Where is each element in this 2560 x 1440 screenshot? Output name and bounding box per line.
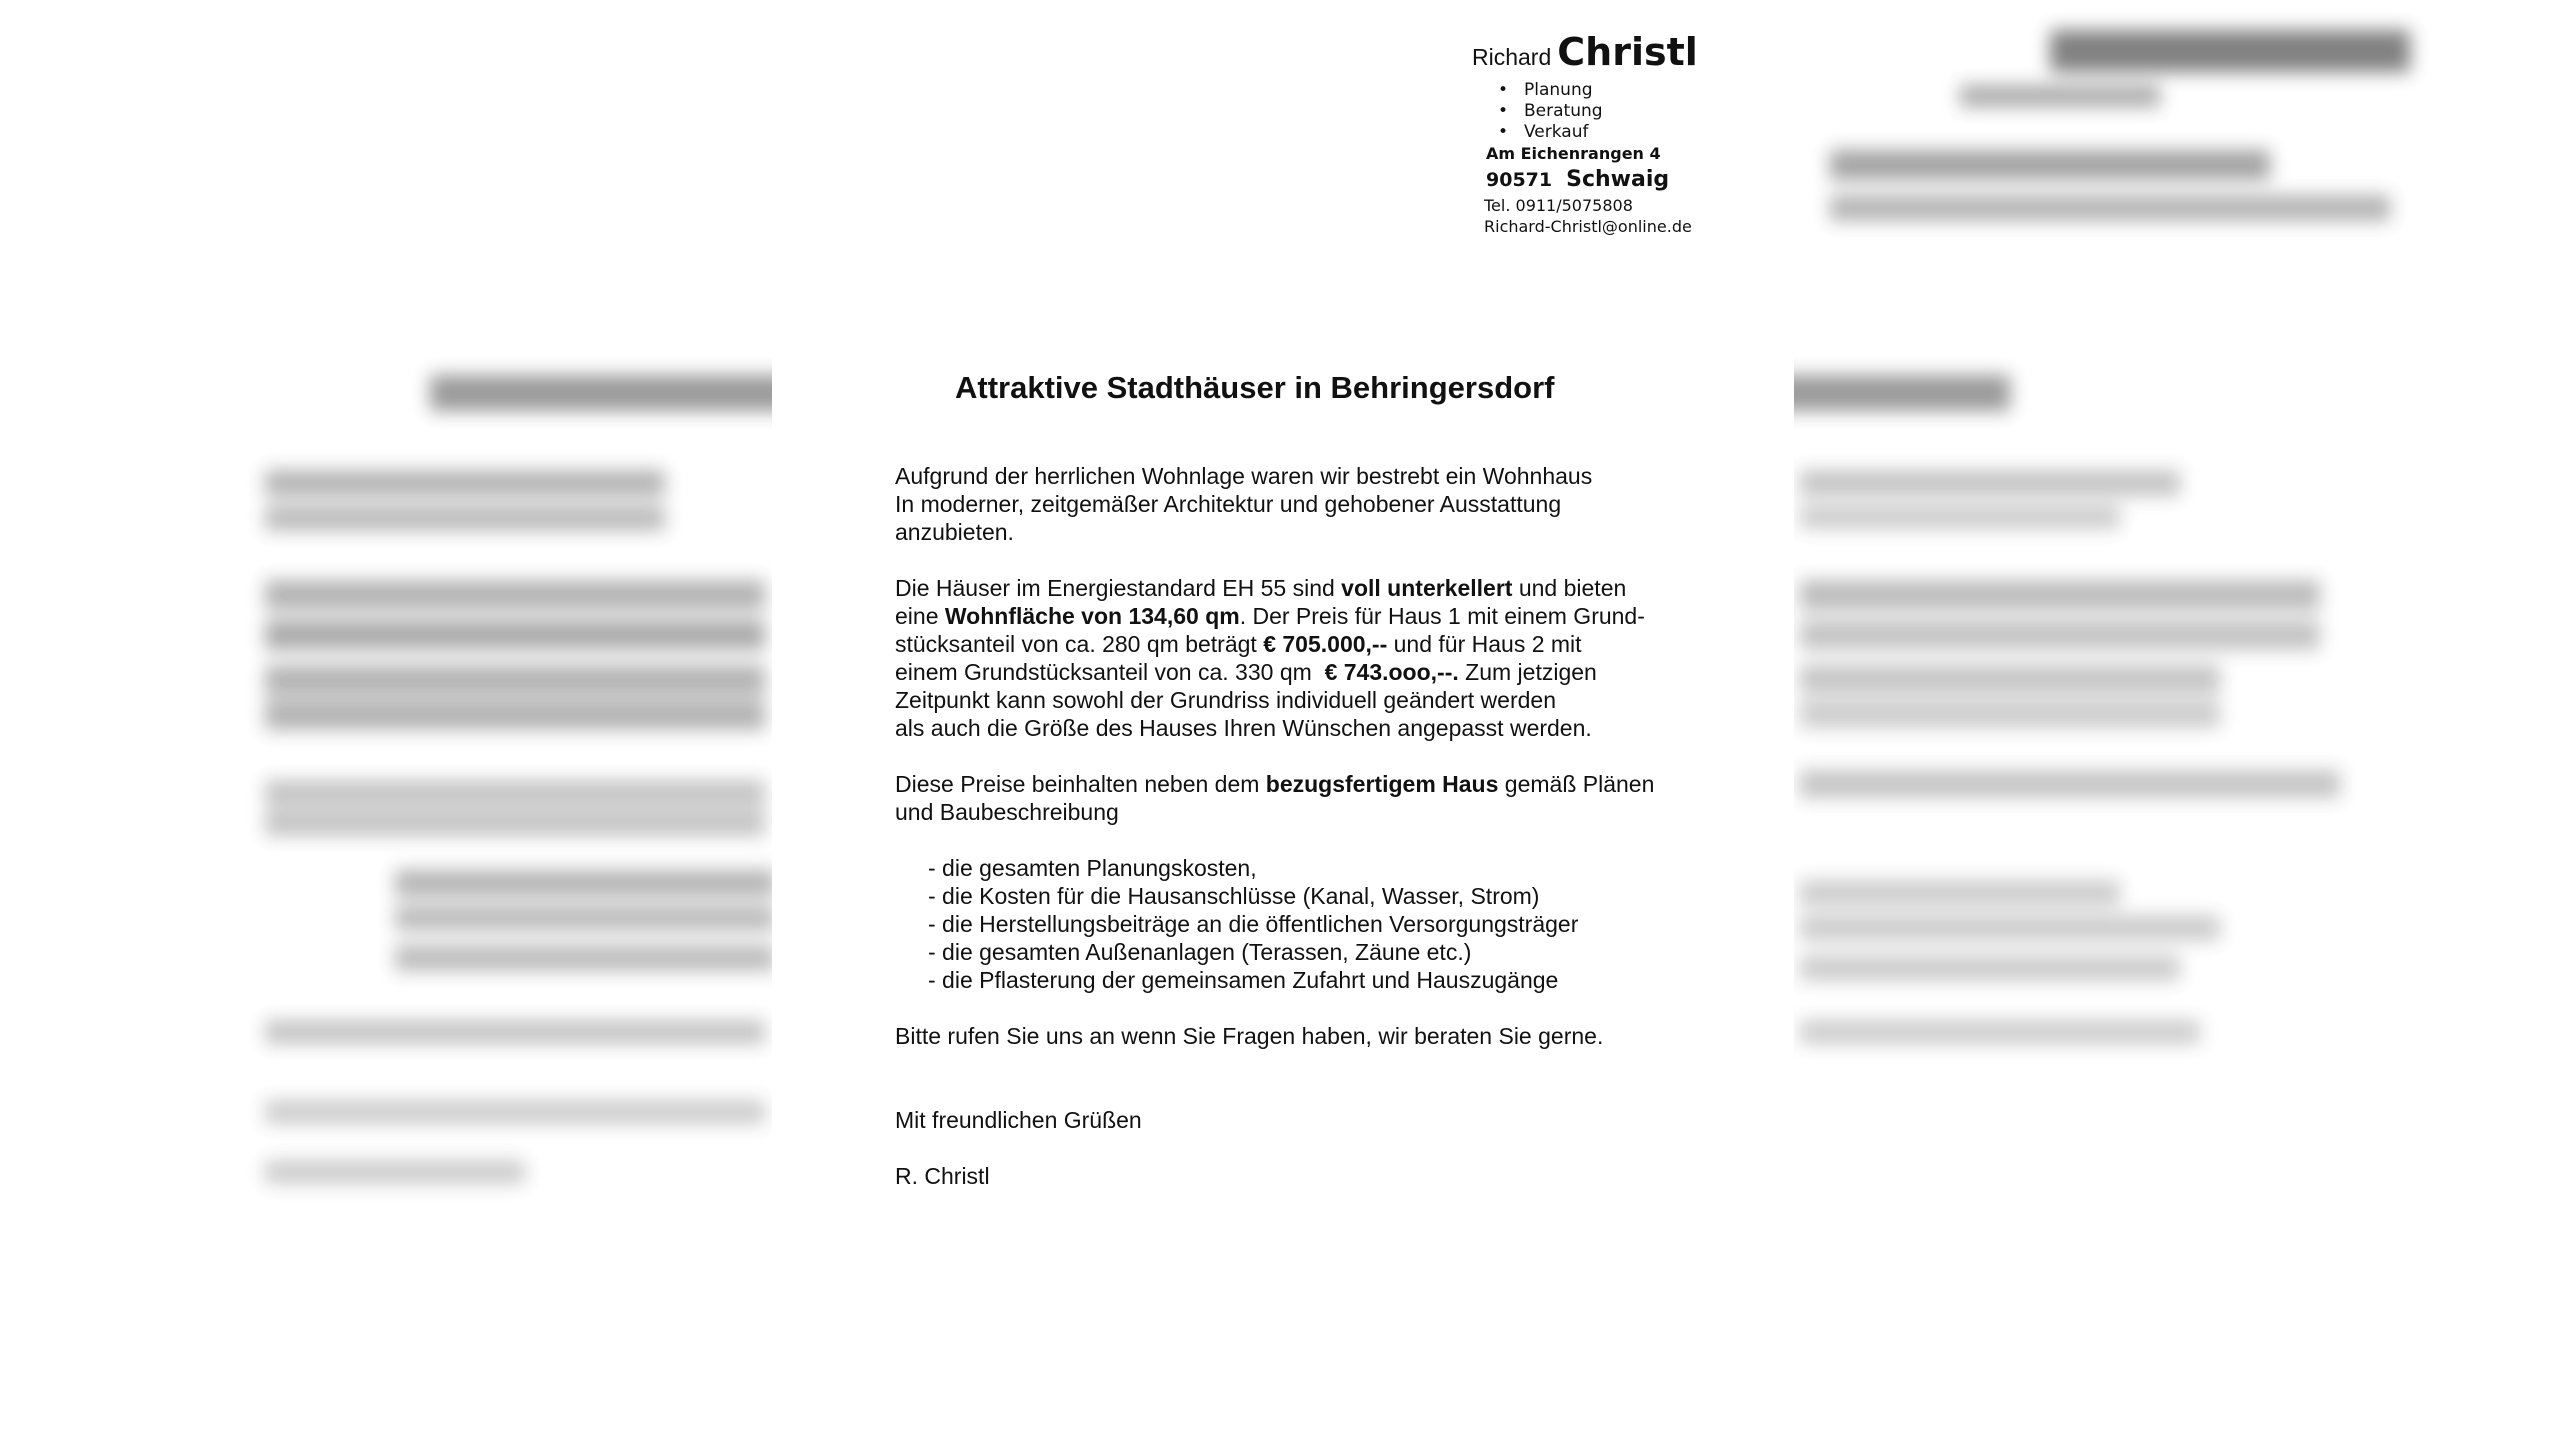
list-item: - die Herstellungsbeiträge an die öffentlichen Versorgungsträger [928, 911, 1579, 937]
inclusions-list [895, 854, 1795, 994]
text-line: anzubieten. [895, 519, 1014, 545]
text-line: als auch die Größe des Hauses Ihren Wünschen angepasst werden. [895, 715, 1592, 741]
services-list [1472, 80, 1772, 143]
emphasis-turnkey: bezugsfertigem Haus [1265, 771, 1499, 797]
street-address: Am Eichenrangen 4 [1486, 144, 1661, 163]
text-line: Zum jetzigen [1458, 659, 1597, 685]
service-item: • Planung [1498, 80, 1772, 101]
text-line: Aufgrund der herrlichen Wohnlage waren wir bestrebt ein Wohnhaus [895, 463, 1593, 489]
text-line: und Baubeschreibung [895, 799, 1119, 825]
city-name: Schwaig [1566, 167, 1670, 192]
text-line: stücksanteil von ca. 280 qm beträgt [895, 631, 1264, 657]
list-item: - die gesamten Außenanlagen (Terassen, Zäune etc.) [928, 939, 1472, 965]
text-line: In moderner, zeitgemäßer Architektur und gehobener Ausstattung [895, 491, 1562, 517]
email-address: Richard-Christl@online.de [1484, 217, 1692, 236]
phone-number: Tel. 0911/5075808 [1484, 196, 1633, 215]
text-line: gemäß Plänen [1498, 771, 1655, 797]
list-item: - die Kosten für die Hausanschlüsse (Kanal, Wasser, Strom) [928, 883, 1540, 909]
list-item: - die Pflasterung der gemeinsamen Zufahrt und Hauszugänge [928, 967, 1559, 993]
city-line [1472, 165, 1772, 195]
greeting: Mit freundlichen Grüßen [895, 1107, 1142, 1133]
inclusions-paragraph [895, 770, 1795, 826]
text-line: Diese Preise beinhalten neben dem [895, 771, 1266, 797]
price-house-1: € 705.000,-- [1263, 631, 1388, 657]
letter-body [895, 462, 1795, 1218]
text-line: und für Haus 2 mit [1387, 631, 1582, 657]
details-paragraph [895, 574, 1795, 742]
text-line: eine [895, 603, 945, 629]
signature: R. Christl [895, 1163, 990, 1189]
emphasis-basement: voll unterkellert [1341, 575, 1513, 601]
emphasis-living-area: Wohnfläche von 134,60 qm [944, 603, 1240, 629]
text-line: und bieten [1512, 575, 1627, 601]
zip-code: 90571 [1486, 169, 1553, 191]
intro-paragraph [895, 462, 1795, 546]
first-name: Richard [1472, 44, 1552, 70]
text-line: Zeitpunkt kann sowohl der Grundriss individuell geändert werden [895, 687, 1556, 713]
letterhead [1472, 30, 1772, 237]
service-item: • Beratung [1498, 101, 1772, 122]
price-house-2: € 743.ooo,--. [1324, 659, 1459, 685]
text-line: Die Häuser im Energiestandard EH 55 sind [895, 575, 1342, 601]
list-item: - die gesamten Planungskosten, [928, 855, 1257, 881]
service-item: • Verkauf [1498, 122, 1772, 143]
letter-title: Attraktive Stadthäuser in Behringersdorf [955, 370, 1555, 405]
last-name: Christl [1557, 30, 1698, 74]
company-name [1472, 30, 1772, 80]
text-line: . Der Preis für Haus 1 mit einem Grund- [1239, 603, 1645, 629]
text-line: einem Grundstücksanteil von ca. 330 qm [895, 659, 1325, 685]
closing-sentence: Bitte rufen Sie uns an wenn Sie Fragen haben, wir beraten Sie gerne. [895, 1023, 1604, 1049]
